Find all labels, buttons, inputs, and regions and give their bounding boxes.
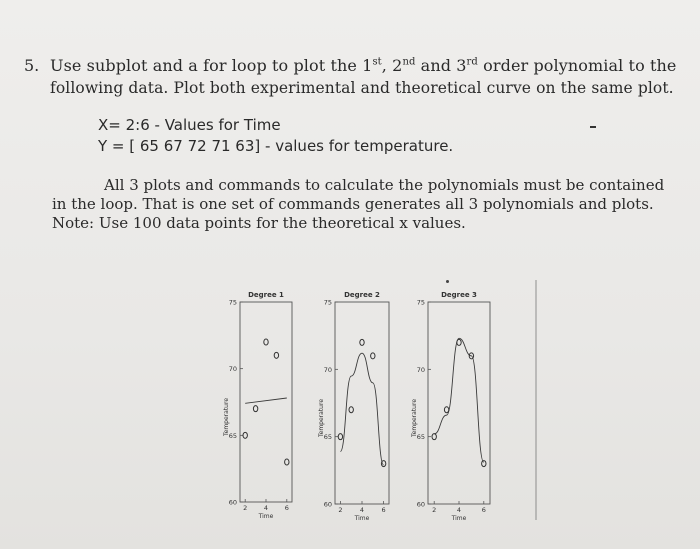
plot3-ytick-label: 60 — [416, 500, 425, 509]
plot3-ylabel: Temperature — [411, 398, 418, 438]
plot3-experimental-point — [444, 407, 448, 413]
paragraph-line-3: Note: Use 100 data points for the theoretical x values. — [52, 214, 466, 232]
plot3-experimental-point — [482, 461, 486, 467]
plot2-experimental-point — [371, 353, 375, 359]
plot1-experimental-point — [253, 406, 257, 412]
plot2-ytick-label: 65 — [323, 433, 332, 442]
plot1-experimental-point — [243, 432, 247, 438]
stray-mark — [590, 126, 596, 128]
plot2-theoretical-curve — [340, 353, 383, 465]
plot3-theoretical-curve — [434, 338, 484, 462]
plot1-experimental-point — [285, 459, 289, 465]
plot1-theoretical-curve — [245, 398, 287, 403]
plot3-experimental-point — [457, 339, 461, 345]
plot1-xtick-label: 2 — [243, 504, 248, 512]
plot1-ylabel: Temperature — [223, 397, 230, 437]
plot2-xlabel: Time — [354, 515, 370, 522]
plot1-ytick-label: 75 — [228, 298, 237, 307]
plot1-ytick-label: 70 — [228, 365, 237, 374]
plot1-ytick-label: 65 — [228, 431, 237, 440]
plot2-xtick-label: 4 — [359, 506, 365, 514]
question-line-1: Use subplot and a for loop to plot the 1st, 2nd and 3rd order polynomial to the — [50, 56, 677, 75]
plot3-ytick-label: 65 — [416, 433, 425, 442]
plot3-ytick-label: 75 — [416, 298, 425, 307]
plot2-experimental-point — [360, 339, 364, 345]
subplot-figure — [210, 280, 540, 530]
plot1-ytick-label: 60 — [228, 498, 237, 507]
x-values-line: X= 2:6 - Values for Time — [98, 116, 281, 134]
plot3-xlabel: Time — [451, 515, 467, 522]
paragraph-line-1: All 3 plots and commands to calculate the polynomials must be contained — [104, 176, 665, 194]
plot2-xtick-label: 2 — [338, 506, 343, 514]
plot1-xtick-label: 6 — [284, 504, 289, 512]
subplots-svg — [210, 280, 540, 530]
plot2-experimental-point — [338, 434, 342, 440]
plot3-axes-box — [428, 302, 490, 504]
plot1-axes-box — [240, 302, 292, 502]
plot3-experimental-point — [432, 434, 436, 440]
question-number: 5. — [24, 56, 40, 75]
plot3-xtick-label: 4 — [456, 506, 462, 514]
plot3-xtick-label: 6 — [481, 506, 486, 514]
paragraph-line-2: in the loop. That is one set of commands generates all 3 polynomials and plots. — [52, 195, 654, 213]
plot2-ytick-label: 75 — [323, 298, 332, 307]
plot2-ylabel: Temperature — [318, 398, 325, 438]
plot2-experimental-point — [349, 407, 353, 413]
plot1-xtick-label: 4 — [263, 504, 269, 512]
plot1-xlabel: Time — [258, 513, 274, 520]
plot3-ytick-label: 70 — [416, 365, 425, 374]
y-values-line: Y = [ 65 67 72 71 63] - values for temperature. — [98, 137, 454, 155]
plot3-title: Degree 3 — [441, 291, 477, 299]
question-line-2: following data. Plot both experimental and theoretical curve on the same plot. — [50, 79, 674, 97]
plot2-xtick-label: 6 — [381, 506, 386, 514]
plot2-axes-box — [335, 302, 389, 504]
plot2-title: Degree 2 — [344, 291, 380, 299]
plot1-experimental-point — [274, 352, 278, 358]
plot3-xtick-label: 2 — [432, 506, 437, 514]
plot1-experimental-point — [264, 339, 268, 345]
plot2-ytick-label: 60 — [323, 500, 332, 509]
plot2-ytick-label: 70 — [323, 365, 332, 374]
plot2-experimental-point — [381, 461, 385, 467]
plot1-title: Degree 1 — [248, 291, 284, 299]
